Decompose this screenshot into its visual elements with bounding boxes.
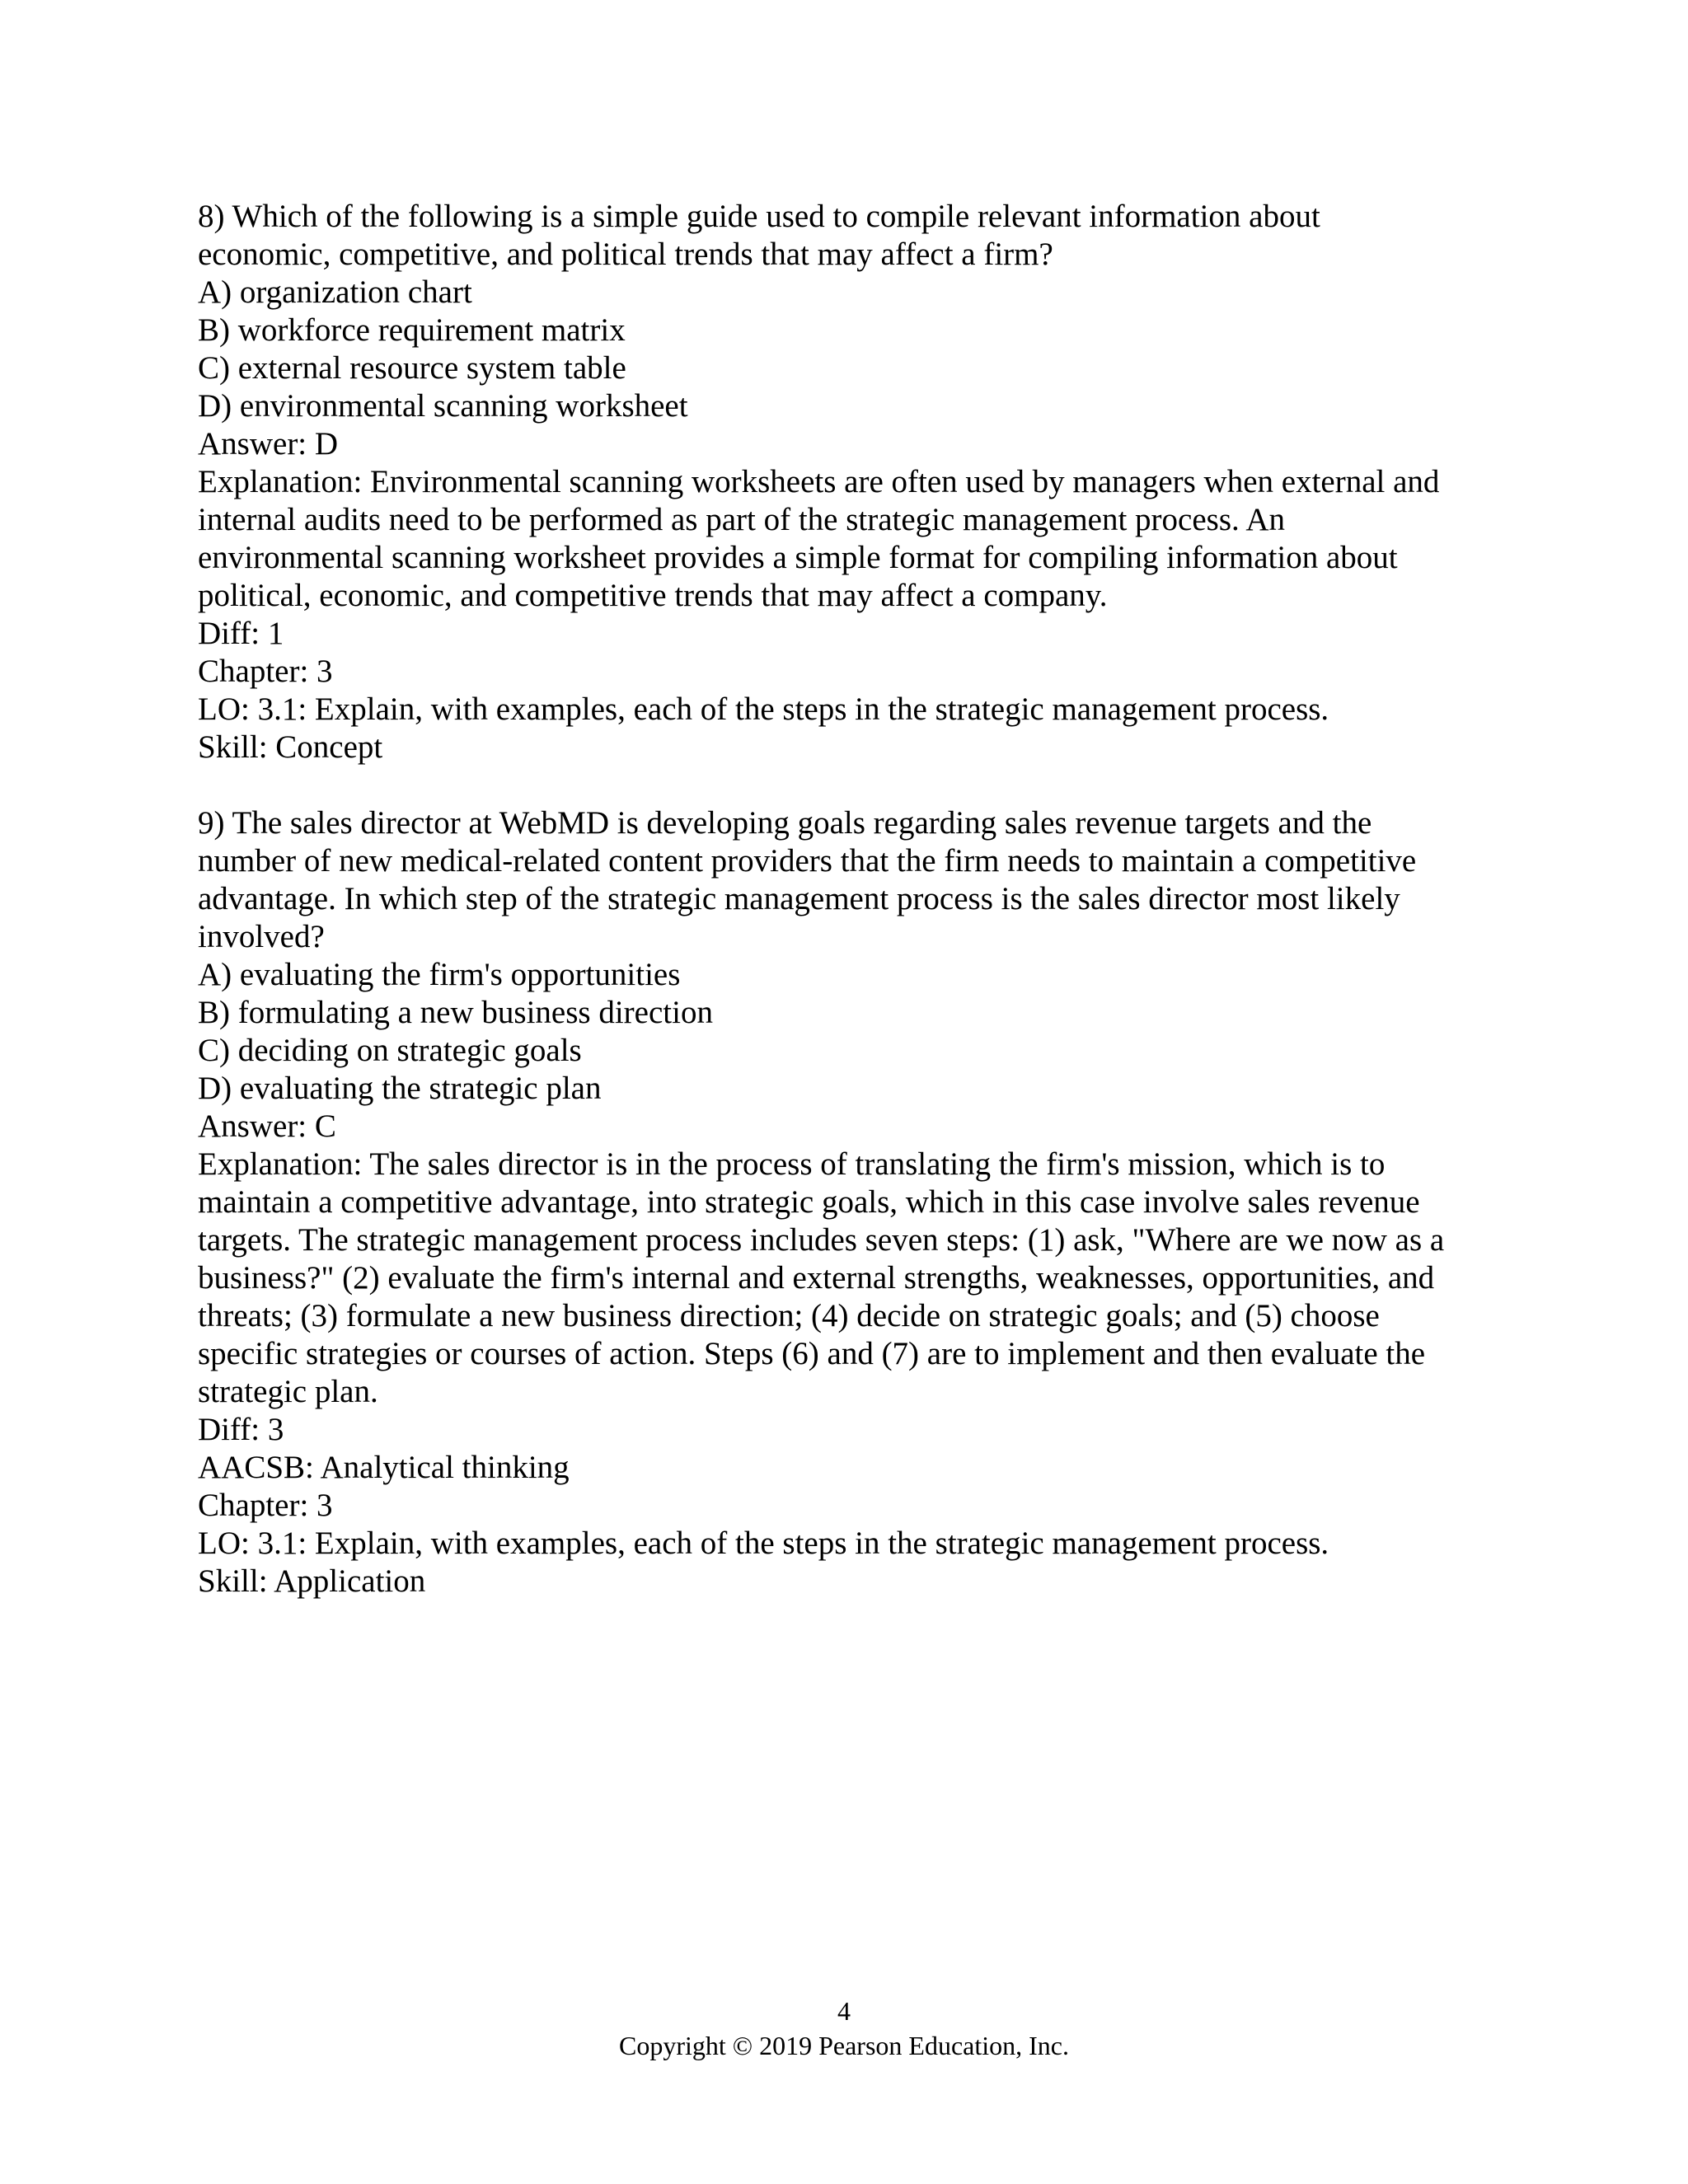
question-9 xyxy=(198,804,1500,1601)
answer-option-c: C) deciding on strategic goals xyxy=(198,1033,582,1068)
learning-objective: LO: 3.1: Explain, with examples, each of the steps in the strategic management process. xyxy=(198,1526,1329,1561)
page-number: 4 xyxy=(837,1996,851,2026)
question-8 xyxy=(198,198,1500,766)
explanation-line: targets. The strategic management process includes seven steps: (1) ask, "Where are we now as a xyxy=(198,1222,1445,1258)
answer-key: Answer: D xyxy=(198,426,339,462)
explanation-line: threats; (3) formulate a new business direction; (4) decide on strategic goals; and (5) choose xyxy=(198,1298,1380,1333)
explanation-line: Explanation: Environmental scanning worksheets are often used by managers when external and xyxy=(198,464,1440,499)
answer-option-a: A) organization chart xyxy=(198,274,472,310)
answer-option-a: A) evaluating the firm's opportunities xyxy=(198,957,681,992)
explanation-line: maintain a competitive advantage, into strategic goals, which in this case involve sales revenue xyxy=(198,1184,1420,1220)
question-stem-line: 8) Which of the following is a simple guide used to compile relevant information about xyxy=(198,199,1320,234)
difficulty: Diff: 3 xyxy=(198,1412,284,1447)
answer-option-b: B) workforce requirement matrix xyxy=(198,312,626,348)
question-stem-line: 9) The sales director at WebMD is developing goals regarding sales revenue targets and the xyxy=(198,805,1372,841)
question-stem-line: advantage. In which step of the strategic management process is the sales director most likely xyxy=(198,881,1400,916)
answer-option-b: B) formulating a new business direction xyxy=(198,995,713,1030)
explanation-line: business?" (2) evaluate the firm's internal and external strengths, weaknesses, opportunities, and xyxy=(198,1260,1435,1296)
explanation-line: specific strategies or courses of action. Steps (6) and (7) are to implement and then evaluate the xyxy=(198,1336,1426,1371)
difficulty: Diff: 1 xyxy=(198,616,284,651)
aacsb: AACSB: Analytical thinking xyxy=(198,1450,570,1485)
question-spacer xyxy=(198,766,1500,804)
chapter: Chapter: 3 xyxy=(198,1488,333,1523)
learning-objective: LO: 3.1: Explain, with examples, each of the steps in the strategic management process. xyxy=(198,691,1329,727)
explanation-line: environmental scanning worksheet provides a simple format for compiling information about xyxy=(198,540,1398,575)
explanation-line: Explanation: The sales director is in the process of translating the firm's mission, which is to xyxy=(198,1146,1386,1182)
answer-option-d: D) environmental scanning worksheet xyxy=(198,388,688,424)
answer-key: Answer: C xyxy=(198,1108,336,1144)
page-content xyxy=(198,198,1500,1601)
answer-option-c: C) external resource system table xyxy=(198,350,626,386)
question-stem-line: economic, competitive, and political trends that may affect a firm? xyxy=(198,237,1053,272)
copyright-notice: Copyright © 2019 Pearson Education, Inc. xyxy=(619,2031,1069,2060)
skill: Skill: Application xyxy=(198,1563,426,1599)
explanation-line: strategic plan. xyxy=(198,1374,378,1409)
explanation-line: internal audits need to be performed as part of the strategic management process. An xyxy=(198,502,1286,537)
chapter: Chapter: 3 xyxy=(198,654,333,689)
skill: Skill: Concept xyxy=(198,729,383,765)
answer-option-d: D) evaluating the strategic plan xyxy=(198,1071,602,1106)
question-stem-line: involved? xyxy=(198,919,325,954)
question-stem-line: number of new medical-related content providers that the firm needs to maintain a competitive xyxy=(198,843,1417,879)
explanation-line: political, economic, and competitive trends that may affect a company. xyxy=(198,578,1108,613)
